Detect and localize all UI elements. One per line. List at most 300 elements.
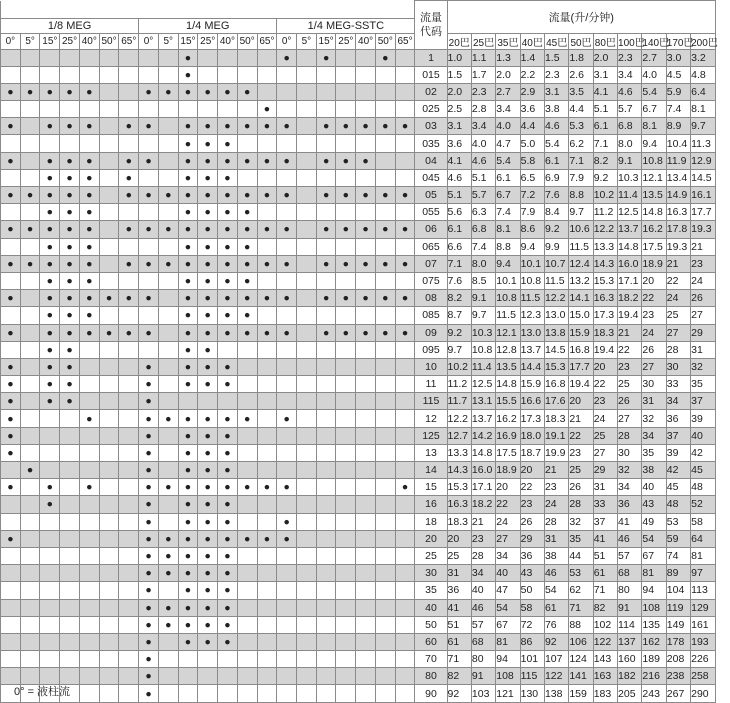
empty-cell — [79, 582, 99, 599]
availability-dot: ● — [40, 152, 60, 169]
empty-cell — [1, 66, 21, 83]
empty-cell — [375, 547, 395, 564]
availability-dot: ● — [218, 599, 238, 616]
flow-value-cell: 92 — [447, 685, 471, 702]
availability-dot: ● — [218, 427, 238, 444]
flow-value-cell: 267 — [666, 685, 690, 702]
empty-cell — [356, 376, 376, 393]
availability-dot: ● — [79, 204, 99, 221]
nozzle-group-header: 1/8 MEG — [1, 18, 139, 33]
availability-dot: ● — [60, 393, 80, 410]
empty-cell — [79, 66, 99, 83]
empty-cell — [297, 66, 317, 83]
flow-value-cell: 15.9 — [569, 324, 593, 341]
flow-code-cell: 115 — [415, 393, 447, 410]
flow-value-cell: 13.8 — [544, 324, 568, 341]
flow-value-cell: 5.4 — [544, 135, 568, 152]
flow-value-cell: 9.9 — [544, 238, 568, 255]
availability-dot: ● — [336, 118, 356, 135]
flow-code-cell: 80 — [415, 668, 447, 685]
availability-dot: ● — [277, 49, 297, 66]
availability-dot: ● — [198, 169, 218, 186]
empty-cell — [119, 479, 139, 496]
flow-value-cell: 14.5 — [544, 341, 568, 358]
empty-cell — [297, 221, 317, 238]
availability-dot: ● — [198, 462, 218, 479]
empty-cell — [40, 513, 60, 530]
empty-cell — [277, 685, 297, 702]
empty-cell — [356, 410, 376, 427]
flow-value-cell: 4.7 — [496, 135, 520, 152]
availability-dot: ● — [218, 272, 238, 289]
flow-value-cell: 10.4 — [666, 135, 690, 152]
empty-cell — [356, 238, 376, 255]
pressure-header: 50巴 — [569, 33, 593, 49]
empty-cell — [119, 410, 139, 427]
availability-dot: ● — [257, 221, 277, 238]
spray-angle-header: 5° — [297, 33, 317, 49]
flow-value-cell: 13.5 — [496, 358, 520, 375]
flow-code-cell: 1 — [415, 49, 447, 66]
empty-cell — [20, 633, 40, 650]
flow-value-cell: 1.3 — [496, 49, 520, 66]
empty-cell — [356, 101, 376, 118]
empty-cell — [40, 66, 60, 83]
empty-cell — [1, 272, 21, 289]
empty-cell — [375, 152, 395, 169]
flow-value-cell: 27 — [593, 444, 617, 461]
empty-cell — [297, 547, 317, 564]
flow-value-cell: 4.0 — [471, 135, 495, 152]
flow-value-cell: 11.3 — [691, 135, 716, 152]
empty-cell — [277, 651, 297, 668]
empty-cell — [356, 341, 376, 358]
empty-cell — [79, 101, 99, 118]
availability-dot: ● — [60, 324, 80, 341]
flow-value-cell: 8.8 — [496, 238, 520, 255]
flow-value-cell: 32 — [618, 462, 642, 479]
flow-value-cell: 22 — [666, 272, 690, 289]
empty-cell — [158, 685, 178, 702]
flow-value-cell: 290 — [691, 685, 716, 702]
availability-dot: ● — [119, 152, 139, 169]
flow-value-cell: 6.1 — [593, 118, 617, 135]
flow-value-cell: 29 — [593, 462, 617, 479]
availability-dot: ● — [336, 324, 356, 341]
flow-value-cell: 22 — [642, 290, 666, 307]
empty-cell — [356, 496, 376, 513]
availability-dot: ● — [218, 530, 238, 547]
flow-value-cell: 80 — [471, 651, 495, 668]
empty-cell — [20, 616, 40, 633]
empty-cell — [257, 668, 277, 685]
flow-code-cell: 30 — [415, 565, 447, 582]
flow-value-cell: 32 — [569, 513, 593, 530]
empty-cell — [277, 616, 297, 633]
flow-value-cell: 62 — [569, 582, 593, 599]
availability-dot: ● — [218, 462, 238, 479]
flow-value-cell: 8.9 — [666, 118, 690, 135]
availability-dot: ● — [178, 599, 198, 616]
availability-dot: ● — [178, 307, 198, 324]
availability-dot: ● — [198, 152, 218, 169]
flow-value-cell: 12.9 — [691, 152, 716, 169]
empty-cell — [119, 444, 139, 461]
availability-dot: ● — [1, 427, 21, 444]
empty-cell — [316, 462, 336, 479]
empty-cell — [20, 169, 40, 186]
empty-cell — [297, 272, 317, 289]
spray-angle-header: 40° — [79, 33, 99, 49]
availability-dot: ● — [139, 118, 159, 135]
flow-value-cell: 26 — [691, 290, 716, 307]
availability-dot: ● — [79, 118, 99, 135]
availability-dot: ● — [277, 187, 297, 204]
empty-cell — [316, 376, 336, 393]
empty-cell — [356, 358, 376, 375]
flow-code-cell: 13 — [415, 444, 447, 461]
empty-cell — [99, 582, 119, 599]
flow-value-cell: 17.5 — [496, 444, 520, 461]
empty-cell — [375, 462, 395, 479]
empty-cell — [336, 462, 356, 479]
availability-dot: ● — [20, 462, 40, 479]
flow-value-cell: 216 — [642, 668, 666, 685]
flow-value-cell: 45 — [691, 462, 716, 479]
empty-cell — [356, 135, 376, 152]
flow-value-cell: 27 — [642, 358, 666, 375]
empty-cell — [257, 376, 277, 393]
empty-cell — [336, 341, 356, 358]
table-row — [1, 307, 716, 324]
empty-cell — [257, 582, 277, 599]
empty-cell — [99, 599, 119, 616]
availability-dot: ● — [139, 444, 159, 461]
availability-dot: ● — [395, 118, 415, 135]
availability-dot: ● — [356, 118, 376, 135]
availability-dot: ● — [178, 565, 198, 582]
flow-value-cell: 6.9 — [544, 169, 568, 186]
spray-angle-header: 50° — [237, 33, 257, 49]
flow-value-cell: 27 — [618, 410, 642, 427]
availability-dot: ● — [178, 66, 198, 83]
flow-value-cell: 124 — [569, 651, 593, 668]
flow-value-cell: 10.8 — [642, 152, 666, 169]
flow-value-cell: 35 — [691, 376, 716, 393]
empty-cell — [257, 496, 277, 513]
flow-value-cell: 37 — [666, 427, 690, 444]
flow-value-cell: 10.3 — [471, 324, 495, 341]
flow-value-cell: 12.1 — [642, 169, 666, 186]
empty-cell — [139, 49, 159, 66]
availability-dot: ● — [139, 83, 159, 100]
flow-value-cell: 34 — [666, 393, 690, 410]
flow-value-cell: 13.2 — [569, 272, 593, 289]
empty-cell — [316, 479, 336, 496]
flow-value-cell: 74 — [666, 547, 690, 564]
flow-value-cell: 182 — [618, 668, 642, 685]
empty-cell — [316, 547, 336, 564]
empty-cell — [99, 238, 119, 255]
empty-cell — [375, 582, 395, 599]
availability-dot: ● — [257, 290, 277, 307]
flow-value-cell: 9.7 — [471, 307, 495, 324]
empty-cell — [40, 101, 60, 118]
empty-cell — [277, 135, 297, 152]
availability-dot: ● — [40, 307, 60, 324]
empty-cell — [257, 685, 277, 702]
flow-value-cell: 108 — [642, 599, 666, 616]
availability-dot: ● — [99, 290, 119, 307]
flow-value-cell: 10.6 — [569, 221, 593, 238]
flow-value-cell: 107 — [544, 651, 568, 668]
availability-dot: ● — [198, 444, 218, 461]
pressure-header: 170巴 — [666, 33, 690, 49]
availability-dot: ● — [139, 599, 159, 616]
flow-value-cell: 106 — [569, 633, 593, 650]
availability-dot: ● — [375, 221, 395, 238]
flow-value-cell: 5.4 — [642, 83, 666, 100]
empty-cell — [395, 616, 415, 633]
flow-value-cell: 11.9 — [666, 152, 690, 169]
empty-cell — [139, 135, 159, 152]
flow-value-cell: 54 — [496, 599, 520, 616]
flow-value-cell: 68 — [471, 633, 495, 650]
empty-cell — [395, 135, 415, 152]
empty-cell — [60, 582, 80, 599]
availability-dot: ● — [237, 187, 257, 204]
availability-dot: ● — [60, 152, 80, 169]
availability-dot: ● — [316, 187, 336, 204]
empty-cell — [375, 410, 395, 427]
flow-value-cell: 94 — [642, 582, 666, 599]
flow-value-cell: 1.5 — [447, 66, 471, 83]
availability-dot: ● — [178, 444, 198, 461]
flow-value-cell: 108 — [496, 668, 520, 685]
empty-cell — [336, 668, 356, 685]
flow-value-cell: 94 — [496, 651, 520, 668]
flow-value-cell: 18.9 — [642, 255, 666, 272]
availability-dot: ● — [79, 307, 99, 324]
flow-value-cell: 6.6 — [447, 238, 471, 255]
spray-angle-header: 40° — [218, 33, 238, 49]
availability-dot: ● — [158, 565, 178, 582]
empty-cell — [316, 410, 336, 427]
flow-value-cell: 14.3 — [447, 462, 471, 479]
flow-value-cell: 61 — [447, 633, 471, 650]
flow-value-cell: 21 — [666, 255, 690, 272]
availability-dot: ● — [178, 341, 198, 358]
table-row — [1, 376, 716, 393]
flow-value-cell: 1.5 — [544, 49, 568, 66]
availability-dot: ● — [60, 118, 80, 135]
empty-cell — [257, 66, 277, 83]
availability-dot: ● — [218, 410, 238, 427]
empty-cell — [99, 135, 119, 152]
availability-dot: ● — [119, 255, 139, 272]
empty-cell — [40, 633, 60, 650]
empty-cell — [99, 393, 119, 410]
flow-value-cell: 4.6 — [618, 83, 642, 100]
empty-cell — [297, 616, 317, 633]
empty-cell — [336, 616, 356, 633]
empty-cell — [198, 49, 218, 66]
empty-cell — [1, 101, 21, 118]
availability-dot: ● — [139, 479, 159, 496]
flow-value-cell: 23 — [618, 358, 642, 375]
flow-value-cell: 20 — [569, 393, 593, 410]
empty-cell — [99, 685, 119, 702]
empty-cell — [395, 599, 415, 616]
empty-cell — [336, 307, 356, 324]
flow-value-cell: 12.5 — [471, 376, 495, 393]
flow-value-cell: 22 — [569, 427, 593, 444]
table-row — [1, 255, 716, 272]
availability-dot: ● — [139, 616, 159, 633]
empty-cell — [1, 496, 21, 513]
flow-value-cell: 27 — [666, 324, 690, 341]
empty-cell — [356, 513, 376, 530]
flow-value-cell: 36 — [520, 547, 544, 564]
empty-cell — [1, 513, 21, 530]
empty-cell — [257, 169, 277, 186]
empty-cell — [1, 599, 21, 616]
availability-dot: ● — [198, 238, 218, 255]
flow-code-cell: 11 — [415, 376, 447, 393]
availability-dot: ● — [60, 376, 80, 393]
empty-cell — [158, 169, 178, 186]
empty-cell — [1, 582, 21, 599]
flow-value-cell: 6.1 — [447, 221, 471, 238]
availability-dot: ● — [237, 290, 257, 307]
empty-cell — [316, 204, 336, 221]
empty-cell — [257, 633, 277, 650]
empty-cell — [158, 135, 178, 152]
availability-dot: ● — [218, 616, 238, 633]
availability-dot: ● — [198, 255, 218, 272]
flow-value-cell: 17.1 — [618, 272, 642, 289]
flow-value-cell: 15.5 — [496, 393, 520, 410]
empty-cell — [336, 479, 356, 496]
availability-dot: ● — [316, 221, 336, 238]
flow-value-cell: 61 — [544, 599, 568, 616]
flow-value-cell: 18.2 — [471, 496, 495, 513]
flow-value-cell: 5.1 — [471, 169, 495, 186]
empty-cell — [79, 496, 99, 513]
availability-dot: ● — [237, 238, 257, 255]
flow-value-cell: 3.8 — [544, 101, 568, 118]
flow-code-cell: 20 — [415, 530, 447, 547]
empty-cell — [198, 651, 218, 668]
empty-cell — [119, 393, 139, 410]
availability-dot: ● — [158, 255, 178, 272]
empty-cell — [119, 633, 139, 650]
empty-cell — [277, 393, 297, 410]
empty-cell — [395, 49, 415, 66]
availability-dot: ● — [257, 479, 277, 496]
availability-dot: ● — [316, 255, 336, 272]
empty-cell — [257, 616, 277, 633]
availability-dot: ● — [178, 410, 198, 427]
empty-cell — [375, 427, 395, 444]
availability-dot: ● — [1, 221, 21, 238]
flow-value-cell: 16.8 — [544, 376, 568, 393]
availability-dot: ● — [316, 118, 336, 135]
flow-value-cell: 2.9 — [520, 83, 544, 100]
availability-dot: ● — [198, 324, 218, 341]
empty-cell — [277, 272, 297, 289]
empty-cell — [277, 101, 297, 118]
empty-cell — [297, 358, 317, 375]
flow-value-cell: 57 — [471, 616, 495, 633]
availability-dot: ● — [79, 221, 99, 238]
empty-cell — [336, 393, 356, 410]
flow-value-cell: 2.0 — [447, 83, 471, 100]
flow-code-cell: 12 — [415, 410, 447, 427]
flow-value-cell: 159 — [569, 685, 593, 702]
empty-cell — [158, 341, 178, 358]
availability-dot: ● — [178, 462, 198, 479]
empty-cell — [316, 427, 336, 444]
empty-cell — [79, 341, 99, 358]
flow-value-cell: 14.8 — [642, 204, 666, 221]
flow-value-cell: 122 — [544, 668, 568, 685]
empty-cell — [297, 255, 317, 272]
availability-dot: ● — [158, 221, 178, 238]
flow-value-cell: 7.1 — [593, 135, 617, 152]
empty-cell — [316, 582, 336, 599]
flow-value-cell: 21 — [544, 462, 568, 479]
empty-cell — [395, 238, 415, 255]
empty-cell — [20, 496, 40, 513]
empty-cell — [119, 496, 139, 513]
empty-cell — [277, 565, 297, 582]
empty-cell — [356, 565, 376, 582]
flow-value-cell: 8.8 — [569, 187, 593, 204]
empty-cell — [40, 49, 60, 66]
empty-cell — [297, 307, 317, 324]
flow-value-cell: 7.4 — [471, 238, 495, 255]
flow-value-cell: 81 — [496, 633, 520, 650]
empty-cell — [356, 685, 376, 702]
flow-value-cell: 19.4 — [593, 341, 617, 358]
empty-cell — [237, 685, 257, 702]
flow-value-cell: 12.1 — [496, 324, 520, 341]
flow-value-cell: 3.6 — [520, 101, 544, 118]
flow-value-cell: 7.9 — [520, 204, 544, 221]
flow-value-cell: 15.3 — [593, 272, 617, 289]
flow-value-cell: 10.1 — [520, 255, 544, 272]
flow-value-cell: 113 — [691, 582, 716, 599]
empty-cell — [178, 101, 198, 118]
flow-value-cell: 9.7 — [691, 118, 716, 135]
flow-value-cell: 3.1 — [447, 118, 471, 135]
empty-cell — [20, 565, 40, 582]
empty-cell — [316, 101, 336, 118]
empty-cell — [237, 341, 257, 358]
availability-dot: ● — [79, 255, 99, 272]
empty-cell — [119, 513, 139, 530]
flow-value-cell: 92 — [544, 633, 568, 650]
flow-value-cell: 18.2 — [618, 290, 642, 307]
spray-angle-header: 65° — [395, 33, 415, 49]
table-row — [1, 290, 716, 307]
header-blank — [1, 1, 415, 19]
availability-dot: ● — [178, 118, 198, 135]
empty-cell — [277, 444, 297, 461]
table-row — [1, 83, 716, 100]
empty-cell — [119, 204, 139, 221]
